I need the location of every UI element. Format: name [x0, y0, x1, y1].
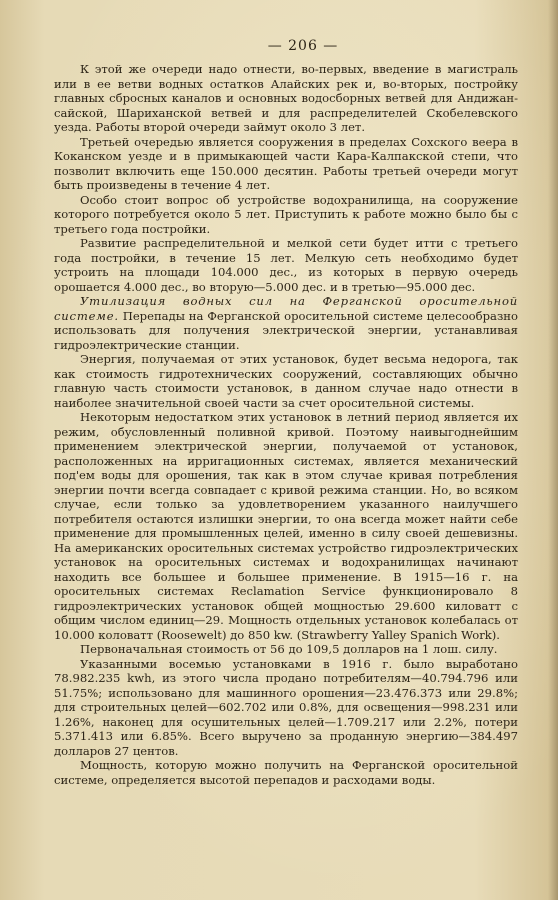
page-number: — 206 — — [267, 38, 339, 54]
paragraph-reservoir: Особо стоит вопрос об устройстве водохранилища, на сооружение которого потребуется около 5 лет. Приступить к работе можно было бы с третьего года постройки. — [54, 192, 518, 236]
paragraph-energy-cost: Энергия, получаемая от этих установок, будет весьма недорога, так как стоимость гидротехнических сооружений, составляющих обычно главную часть стоимости установок, в данном случае надо отнести в наиболее значительной своей части за счет оросительной системы. — [54, 352, 518, 410]
page-body — [54, 62, 518, 787]
paragraph-regime: Некоторым недостатком этих установок в летний период является их режим, обусловленный поливной кривой. Поэтому наивыгоднейшим применением электрической энергии, получаемой от установок, расположенных на ирригационных системах, является механический под'ем воды для орошения, так как в этом случае кривая потребления энергии почти всегда совпадает с кривой режима станции. Но, во всяком случае, если только за удовлетворением указанного наилучшего потребителя остаются излишки энергии, то она всегда может найти себе применение для промышленных целей, именно в силу своей дешевизны. На американских оросительных системах устройство гидроэлектрических установок на оросительных системах и водохранилищах начинают находить все большее и большее применение. В 1915—16 г. на оросительных системах Reclamation Service функционировало 8 гидроэлектрических установок общей мощностью 29.600 киловатт с общим числом единиц—29. Мощность отдельных установок колебалась от 10.000 коловатт (Roosewelt) до 850 kw. (Strawberry Yalley Spanich Work). — [54, 410, 518, 642]
paragraph-hydro-intro-text: Перепады на Ферганской оросительной системе целесообразно использовать для получения электрической энергии, устанавливая гидроэлектрические станции. — [54, 308, 518, 352]
paragraph-distribution-network: Развитие распределительной и мелкой сети будет итти с третьего года постройки, в течение 15 лет. Мелкую сеть необходимо будет устроить на площади 104.000 дес., из которых в первую очередь орошается 4.000 дес., во вторую—5.000 дес. и в третью—95.000 дес. — [54, 236, 518, 294]
page-edge-shadow — [548, 0, 558, 900]
paragraph-hydro-intro — [54, 294, 518, 352]
section-title: Утилизация водных сил на Ферганской оросительной системе. — [54, 294, 518, 323]
paragraph-third-stage: Третьей очередью является сооружения в пределах Сохского веера в Коканском уезде и в примыкающей части Кара-Калпакской степи, что позволит включить еще 150.000 десятин. Работы третьей очереди могут быть произведены в течение 4 лет. — [54, 134, 518, 192]
paragraph-initial-cost: Первоначальная стоимость от 56 до 109,5 долларов на 1 лош. силу. — [80, 642, 498, 656]
paragraph-capacity: Мощность, которую можно получить на Ферганской оросительной системе, определяется высотой перепадов и расходами воды. — [54, 758, 518, 787]
paragraph-energy-output: Указанными восемью установками в 1916 г. было выработано 78.982.235 kwh, из этого числа продано потребителям—40.794.796 или 51.75%; использовано для машинного орошения—23.476.373 или 29.8%; для строительных целей—602.702 или 0.8%, для освещения—998.231 или 1.26%, наконец для осушительных целей—1.709.217 или 2.2%, потери 5.371.413 или 6.85%. Всего выручено за проданную энергию—384.497 долларов 27 центов. — [54, 656, 518, 758]
paragraph-second-stage: К этой же очереди надо отнести, во-первых, введение в магистраль или в ее ветви водных остатков Алайских рек и, во-вторых, постройку главных сбросных каналов и основных водосборных ветвей для Андижан-сайской, Шариханской ветвей и для распределителей Скобелевского уезда. Работы второй очереди займут около 3 лет. — [54, 62, 518, 134]
